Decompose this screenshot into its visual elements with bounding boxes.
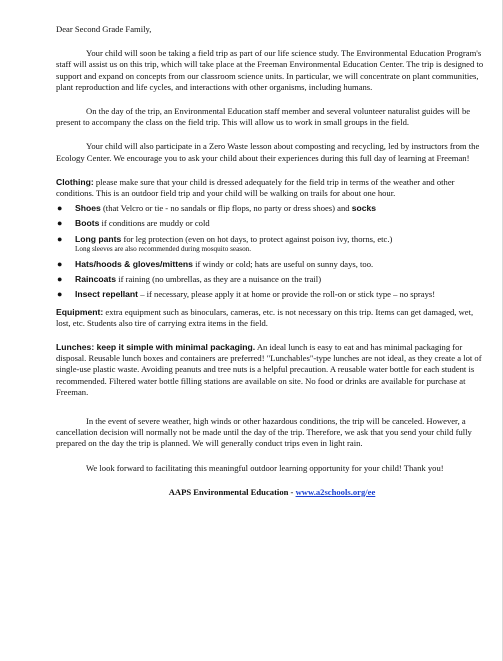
item-text: if conditions are muddy or cold	[99, 218, 210, 229]
list-item	[56, 259, 488, 270]
item-label: Boots	[75, 218, 100, 229]
lunches-paragraph	[56, 342, 488, 398]
clothing-paragraph	[56, 177, 488, 199]
list-item	[56, 203, 488, 214]
lunches-text: An ideal lunch is easy to eat and has minimal packaging for disposal. Reusable lunch boxes and containers are preferred! "Lunchables"-type lunches are not ideal, as they create a lot of single-use plastic waste. Avoiding peanuts and tree nuts is a helpful precaution. A reusable water bottle for each student is recommended. Filtered water bottle filling stations are available on site. No food or drinks are available for purchase at Freeman.	[56, 342, 482, 397]
equipment-heading: Equipment:	[56, 306, 104, 317]
bullet-icon: ●	[57, 218, 63, 229]
clothing-heading: Clothing:	[56, 176, 94, 187]
weather-paragraph: In the event of severe weather, high winds or other hazardous conditions, the trip will be canceled. However, a cancellation decision will normally not be made until the day of the trip. Therefore, we ask that you send your child fully prepared on the day the trip is planned. We will generally conduct trips even in light rain.	[56, 416, 472, 449]
bullet-icon: ●	[57, 274, 63, 285]
footer	[56, 487, 488, 498]
list-item	[56, 289, 488, 300]
item-text: – if necessary, please apply it at home or provide the roll-on or stick type – no sprays!	[138, 289, 436, 300]
zero-waste-paragraph: Your child will also participate in a Zero Waste lesson about composting and recycling, led by instructors from the Ecology Center. We encourage you to ask your child about their experiences during this full day of learning at Freeman!	[56, 141, 480, 163]
equipment-text: extra equipment such as binoculars, cameras, etc. is not necessary on this trip. Items can get damaged, wet, lost, etc. Students also tire of carrying extra items in the field.	[56, 306, 474, 328]
item-text: if windy or cold; hats are useful on sunny days, too.	[192, 259, 374, 270]
item-label: Shoes	[75, 203, 101, 214]
bullet-icon: ●	[57, 233, 63, 244]
clothing-list	[56, 203, 488, 300]
sleeve-note: Long sleeves are also recommended during mosquito season.	[75, 244, 252, 253]
item-text: if raining (no umbrellas, as they are a nuisance on the trail)	[116, 274, 322, 285]
closing-paragraph: We look forward to facilitating this meaningful outdoor learning opportunity for your child! Thank you!	[86, 462, 444, 473]
item-text: (that Velcro or tie - no sandals or flip flops, no party or dress shoes) and	[100, 203, 352, 214]
website-link[interactable]: www.a2schools.org/ee	[295, 486, 376, 497]
clothing-text: please make sure that your child is dressed adequately for the field trip in terms of the weather and other conditions. This is an outdoor field trip and your child will be walking on trails for about one hour.	[56, 176, 455, 199]
item-label: Hats/hoods & gloves/mittens	[75, 259, 193, 270]
item-label: Insect repellant	[75, 289, 139, 300]
item-text: for leg protection (even on hot days, to protect against poison ivy, thorns, etc.)	[121, 233, 393, 244]
equipment-paragraph	[56, 307, 488, 329]
item-label: Long pants	[75, 233, 122, 244]
footer-label: AAPS Environmental Education -	[168, 486, 296, 497]
list-item	[56, 274, 488, 285]
list-item	[56, 218, 488, 229]
greeting: Dear Second Grade Family,	[56, 24, 152, 34]
intro-paragraph: Your child will soon be taking a field trip as part of our life science study. The Environmental Education Program's staff will assist us on this trip, which will take place at the Freeman Environmental Education Center. The trip is designed to support and expand on concepts from our classroom science units. In particular, we will concentrate on plant communities, plant reproduction and life cycles, and interactions with other organisms, including humans.	[56, 48, 484, 92]
lunches-heading: Lunches: keep it simple with minimal packaging.	[56, 342, 256, 353]
trip-day-paragraph: On the day of the trip, an Environmental Education staff member and several volunteer naturalist guides will be present to accompany the class on the field trip. This will allow us to work in small groups in the field.	[56, 106, 471, 128]
item-extra: socks	[351, 203, 377, 214]
letter-body	[56, 24, 488, 498]
item-label: Raincoats	[75, 274, 117, 285]
bullet-icon: ●	[57, 289, 63, 300]
bullet-icon: ●	[57, 259, 63, 270]
bullet-icon: ●	[57, 203, 63, 214]
